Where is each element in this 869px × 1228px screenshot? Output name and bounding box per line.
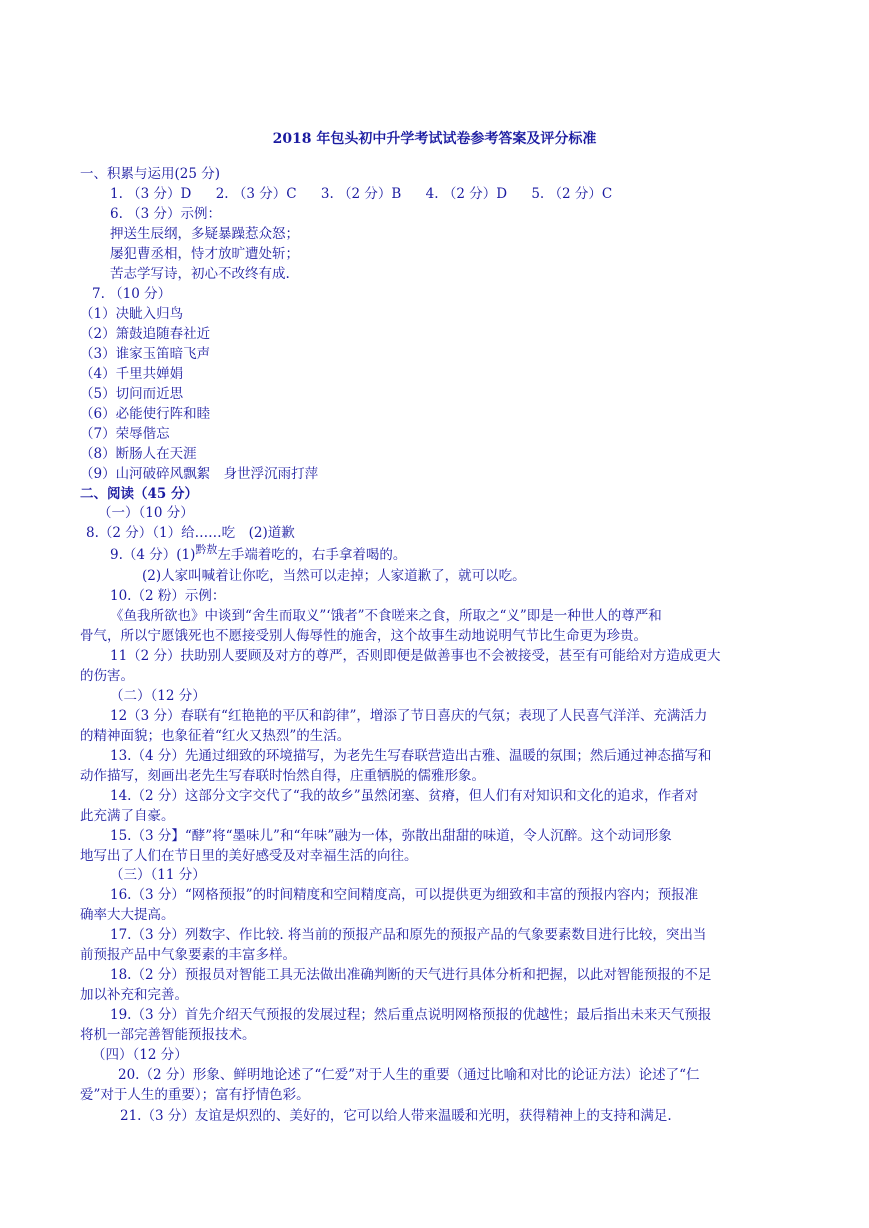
q9-rest: 左手端着吃的，右手拿着喝的。	[217, 547, 407, 563]
page-title: 2018 年包头初中升学考试试卷参考答案及评分标准	[272, 131, 597, 147]
q9-prefix: 9.（4 分）(1)	[110, 547, 196, 563]
answer-1: 1. （3 分）D	[110, 186, 192, 202]
part-heading: （四）（12 分）	[92, 1047, 188, 1063]
answer-5: 5. （2 分）C	[531, 186, 613, 202]
q11-line: 的伤害。	[80, 668, 134, 684]
q19-line: 19.（3 分）首先介绍天气预报的发展过程；然后重点说明网格预报的优越性；最后指出未来天气预报	[110, 1007, 712, 1023]
q9-answer-2: (2)人家叫喊着让你吃，当然可以走掉；人家道歉了，就可以吃。	[142, 568, 526, 584]
part-heading: （三）（11 分）	[110, 867, 206, 883]
answer-3: 3. （2 分）B	[320, 186, 402, 202]
q18-line: 加以补充和完善。	[80, 987, 188, 1003]
q17-line: 17.（3 分）列数字、作比较. 将当前的预报产品和原先的预报产品的气象要素数目进行比较，突出当	[110, 927, 707, 943]
q9-answer-1	[110, 545, 406, 566]
q16-line: 确率大大提高。	[80, 907, 175, 923]
q21-line: 21.（3 分）友谊是炽烈的、美好的，它可以给人带来温暖和光明，获得精神上的支持和满足.	[120, 1108, 672, 1124]
q6-line: 屡犯曹丞相，恃才放旷遭处斩；	[110, 246, 299, 262]
q7-item: （6）必能使行阵和睦	[80, 406, 211, 422]
q9-small-text: 黔敖	[195, 543, 218, 556]
q12-line: 的精神面貌；也象征着“红火又热烈”的生活。	[80, 728, 351, 744]
q7-item: （3）谁家玉笛暗飞声	[80, 346, 211, 362]
q8-answer: 8.（2 分）（1）给……吃 (2)道歉	[86, 525, 295, 541]
q10-line: 骨气，所以宁愿饿死也不愿接受别人侮辱性的施舍，这个故事生动地说明气节比生命更为珍贵。	[80, 628, 647, 644]
q7-item: （2）箫鼓追随春社近	[80, 326, 211, 342]
q10-label: 10.（2 粉）示例：	[110, 588, 226, 604]
q18-line: 18.（2 分）预报员对智能工具无法做出准确判断的天气进行具体分析和把握，以此对智能预报的不足	[110, 967, 712, 983]
q13-line: 13.（4 分）先通过细致的环境描写，为老先生写春联营造出古雅、温暖的氛围；然后通过神态描写和	[110, 748, 712, 764]
q13-line: 动作描写，刻画出老先生写春联时怡然自得，庄重牺脱的儒雅形象。	[80, 768, 485, 784]
q6-label: 6. （3 分）示例：	[110, 206, 222, 222]
q12-line: 12（3 分）春联有“红艳艳的平仄和韵律”，增添了节日喜庆的气氛；表现了人民喜气洋洋、充满活力	[110, 708, 708, 724]
q20-line: 20.（2 分）形象、鲜明地论述了“仁爱”对于人生的重要（通过比喻和对比的论证方法）论述了“仁	[118, 1067, 700, 1083]
q7-item: （4）千里共婵娟	[80, 366, 184, 382]
q7-item: （9）山河破碎风飘絮 身世浮沉雨打萍	[80, 466, 319, 482]
section-heading: 二、阅读（45 分）	[80, 486, 198, 502]
section-heading: 一、积累与运用(25 分)	[80, 166, 221, 182]
q14-line: 14.（2 分）这部分文字交代了“我的故乡”虽然闭塞、贫瘠，但人们有对知识和文化的追求，作者对	[110, 788, 699, 804]
q19-line: 将机一部完善智能预报技术。	[80, 1027, 256, 1043]
q7-label: 7. （10 分）	[92, 286, 172, 302]
q15-line: 地写出了人们在节日里的美好感受及对幸福生活的向往。	[80, 848, 418, 864]
q14-line: 此充满了自豪。	[80, 808, 175, 824]
q15-line: 15.（3 分】“酵”将“墨味儿”和“年味”融为一体，弥散出甜甜的味道，令人沉醉。这个动词形象	[110, 828, 672, 844]
q7-item: （1）决眦入归鸟	[80, 306, 184, 322]
q17-line: 前预报产品中气象要素的丰富多样。	[80, 947, 296, 963]
answer-2: 2. （3 分）C	[215, 186, 297, 202]
mcq-answers	[110, 184, 612, 204]
q7-item: （8）断肠人在天涯	[80, 446, 197, 462]
q11-line: 11（2 分）扶助别人要顾及对方的尊严，否则即便是做善事也不会被接受，甚至有可能给对方造成更大	[110, 648, 721, 664]
part-heading: （一）（10 分）	[98, 505, 194, 521]
q10-line: 《鱼我所欲也》中谈到“舍生而取义”‘饿者”不食嗟来之食，所取之“义”即是一种世人的尊严和	[110, 608, 662, 624]
q7-item: （5）切问而近思	[80, 386, 184, 402]
q16-line: 16.（3 分）“网格预报”的时间精度和空间精度高，可以提供更为细致和丰富的预报内容内；预报准	[110, 887, 699, 903]
part-heading: （二）（12 分）	[110, 688, 206, 704]
q6-line: 苦志学写诗，初心不改终有成.	[110, 266, 290, 282]
q6-line: 押送生辰纲，多疑暴躁惹众怒；	[110, 226, 299, 242]
answer-4: 4. （2 分）D	[425, 186, 508, 202]
q20-line: 爱”对于人生的重要）；富有抒情色彩。	[80, 1087, 310, 1103]
q7-item: （7）荣辱偕忘	[80, 426, 170, 442]
